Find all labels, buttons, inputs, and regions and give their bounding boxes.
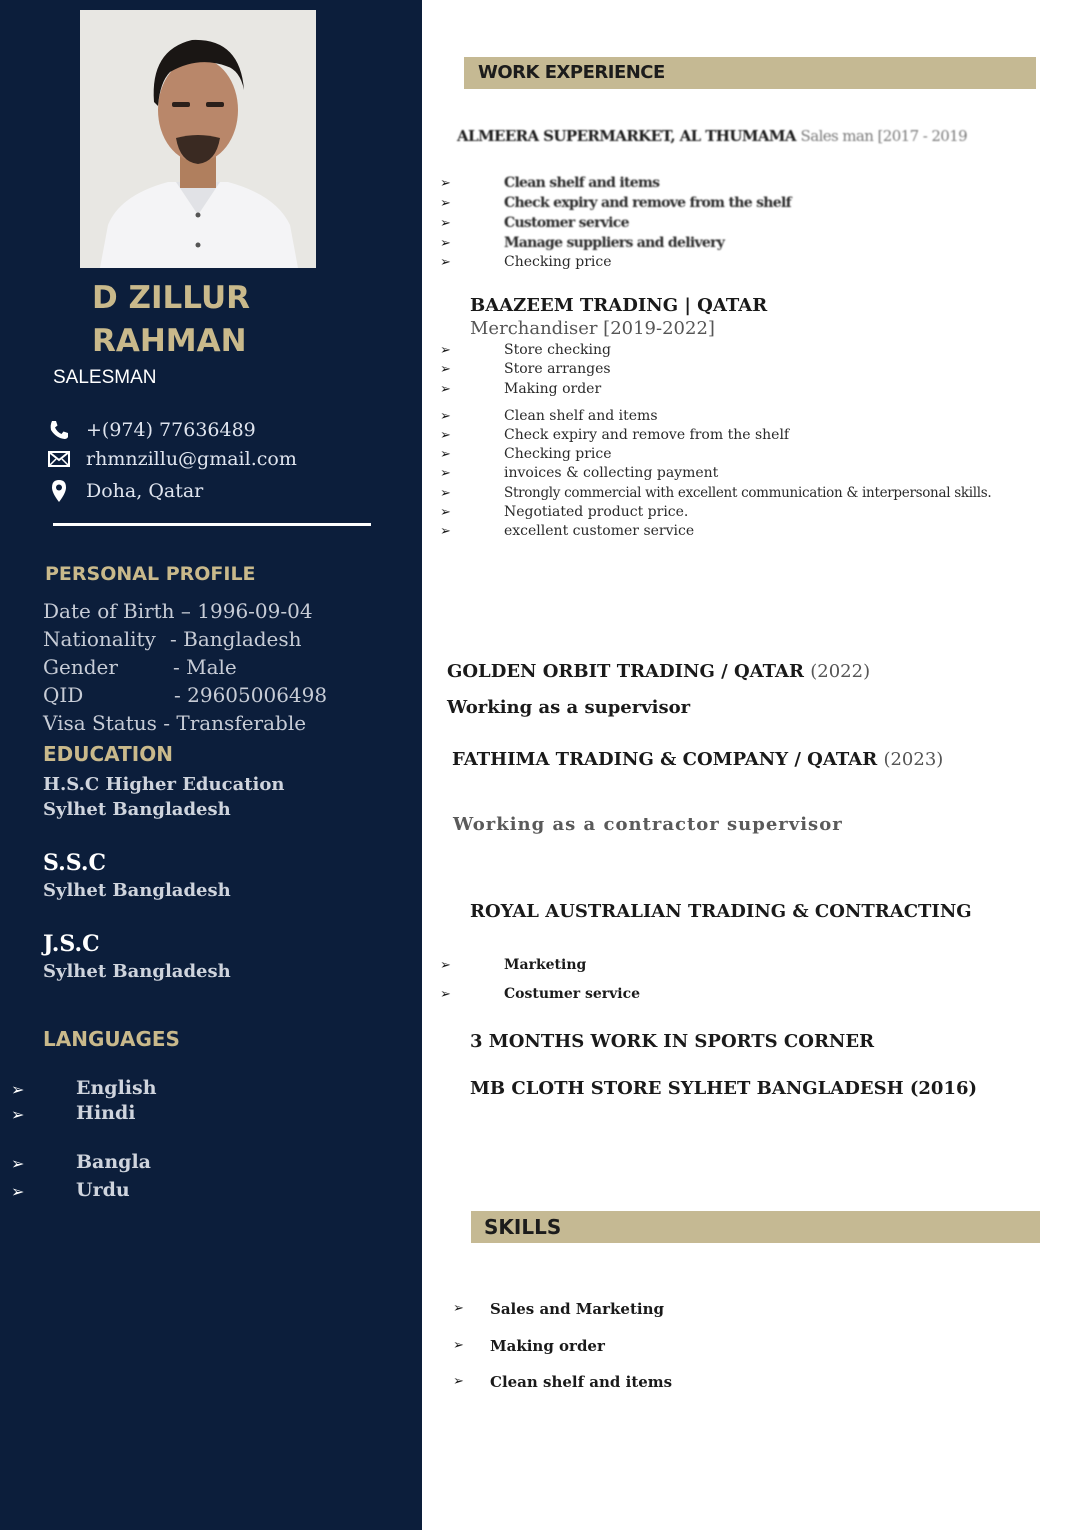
job2-item: Store checking [504,342,611,358]
job1-role: Sales man [2017 - 2019 [800,127,968,145]
education-heading: EDUCATION [43,742,173,766]
name-first: D ZILLUR [92,280,250,316]
personal-profile-heading: PERSONAL PROFILE [45,563,256,585]
job2-item: Clean shelf and items [504,408,658,424]
job1-header [457,127,967,145]
skill-item: Making order [490,1337,605,1355]
phone-text: +(974) 77636489 [86,419,256,441]
job6-title: 3 MONTHS WORK IN SPORTS CORNER [470,1031,875,1052]
work-experience-band [464,57,1036,89]
languages-heading: LANGUAGES [43,1027,180,1051]
skills-band [471,1211,1040,1243]
job1-bullet: ➢ [440,216,451,231]
education-jsc-title: J.S.C [43,931,100,957]
job5-bullet: ➢ [440,987,451,1002]
job1-bullet: ➢ [440,255,451,270]
job3-year: (2022) [810,661,871,682]
education-hsc-place: Sylhet Bangladesh [43,799,231,820]
job3-title: GOLDEN ORBIT TRADING / QATAR [447,661,804,682]
phone-icon [46,417,72,443]
contact-location [46,477,203,505]
language-item: Hindi [76,1102,136,1124]
profile-qid [43,683,363,711]
education-ssc-title: S.S.C [43,850,107,876]
job2-bullet: ➢ [440,428,451,443]
job2-bullet: ➢ [440,447,451,462]
job2-bullet: ➢ [440,362,451,377]
language-bullet: ➢ [11,1182,25,1201]
job2-bullet: ➢ [440,486,451,501]
profile-dob: Date of Birth – 1996-09-04 [43,599,313,623]
job2-role: Merchandiser [2019-2022] [470,318,715,339]
profile-nationality-label: Nationality [43,627,156,651]
job1-item: Manage suppliers and delivery [504,235,725,251]
profile-gender-label: Gender [43,655,118,679]
language-item: Urdu [76,1179,130,1201]
sidebar-divider [53,523,371,526]
skills-heading: SKILLS [484,1215,562,1239]
skill-item: Clean shelf and items [490,1373,673,1391]
profile-nationality-value: - Bangladesh [170,627,302,651]
profile-gender [43,655,363,683]
education-hsc-title: H.S.C Higher Education [43,774,285,795]
profile-qid-label: QID [43,683,84,707]
location-pin-icon [46,478,72,504]
language-item: English [76,1077,157,1099]
profile-photo [80,10,316,268]
mail-icon [46,446,72,472]
job2-item: Store arranges [504,361,611,377]
language-bullet: ➢ [11,1105,25,1124]
job2-bullet: ➢ [440,466,451,481]
job5-bullet: ➢ [440,958,451,973]
job2-item: invoices & collecting payment [504,465,719,481]
skill-bullet: ➢ [453,1301,464,1316]
job4-desc: Working as a contractor supervisor [453,814,843,835]
education-jsc-place: Sylhet Bangladesh [43,961,231,982]
job2-bullet: ➢ [440,343,451,358]
contact-phone [46,416,256,444]
job5-item: Costumer service [504,986,641,1002]
job2-item: Making order [504,381,602,397]
language-bullet: ➢ [11,1154,25,1173]
sidebar [0,0,422,1530]
location-text: Doha, Qatar [86,480,204,502]
language-item: Bangla [76,1151,151,1173]
email-text: rhmnzillu@gmail.com [86,448,297,470]
job1-bullet: ➢ [440,236,451,251]
job2-item: excellent customer service [504,523,695,539]
profile-gender-value: - Male [173,655,237,679]
skill-bullet: ➢ [453,1374,464,1389]
job2-item: Negotiated product price. [504,504,689,520]
profile-qid-value: - 29605006498 [174,683,328,707]
job5-title: ROYAL AUSTRALIAN TRADING & CONTRACTING [470,901,972,922]
job5-item: Marketing [504,957,587,973]
job2-bullet: ➢ [440,524,451,539]
job2-bullet: ➢ [440,505,451,520]
job2-item: Checking price [504,446,612,462]
job1-item: Checking price [504,254,612,270]
skill-item: Sales and Marketing [490,1300,664,1318]
job4-year: (2023) [883,749,944,770]
job-role: SALESMAN [53,367,157,388]
job2-item: Strongly commercial with excellent communication & interpersonal skills. [504,485,992,501]
job1-item: Clean shelf and items [504,175,660,191]
name-last: RAHMAN [92,323,247,359]
job2-bullet: ➢ [440,409,451,424]
job3-title-line [447,661,870,682]
profile-nationality [43,627,363,655]
profile-visa: Visa Status - Transferable [43,711,307,735]
job1-item: Check expiry and remove from the shelf [504,195,791,211]
job3-desc: Working as a supervisor [447,697,691,718]
job1-title: ALMEERA SUPERMARKET, AL THUMAMA [457,127,796,145]
job4-title: FATHIMA TRADING & COMPANY / QATAR [452,749,878,770]
work-experience-heading: WORK EXPERIENCE [478,62,665,83]
profile-photo-illustration [80,10,316,268]
job1-item: Customer service [504,215,629,231]
language-bullet: ➢ [11,1080,25,1099]
job7-title: MB CLOTH STORE SYLHET BANGLADESH (2016) [470,1078,978,1099]
job1-bullet: ➢ [440,196,451,211]
job2-bullet: ➢ [440,382,451,397]
skill-bullet: ➢ [453,1338,464,1353]
job2-title: BAAZEEM TRADING | QATAR [470,295,768,316]
job4-title-line [452,749,943,770]
contact-email [46,445,297,473]
education-ssc-place: Sylhet Bangladesh [43,880,231,901]
job1-bullet: ➢ [440,176,451,191]
job2-item: Check expiry and remove from the shelf [504,427,790,443]
